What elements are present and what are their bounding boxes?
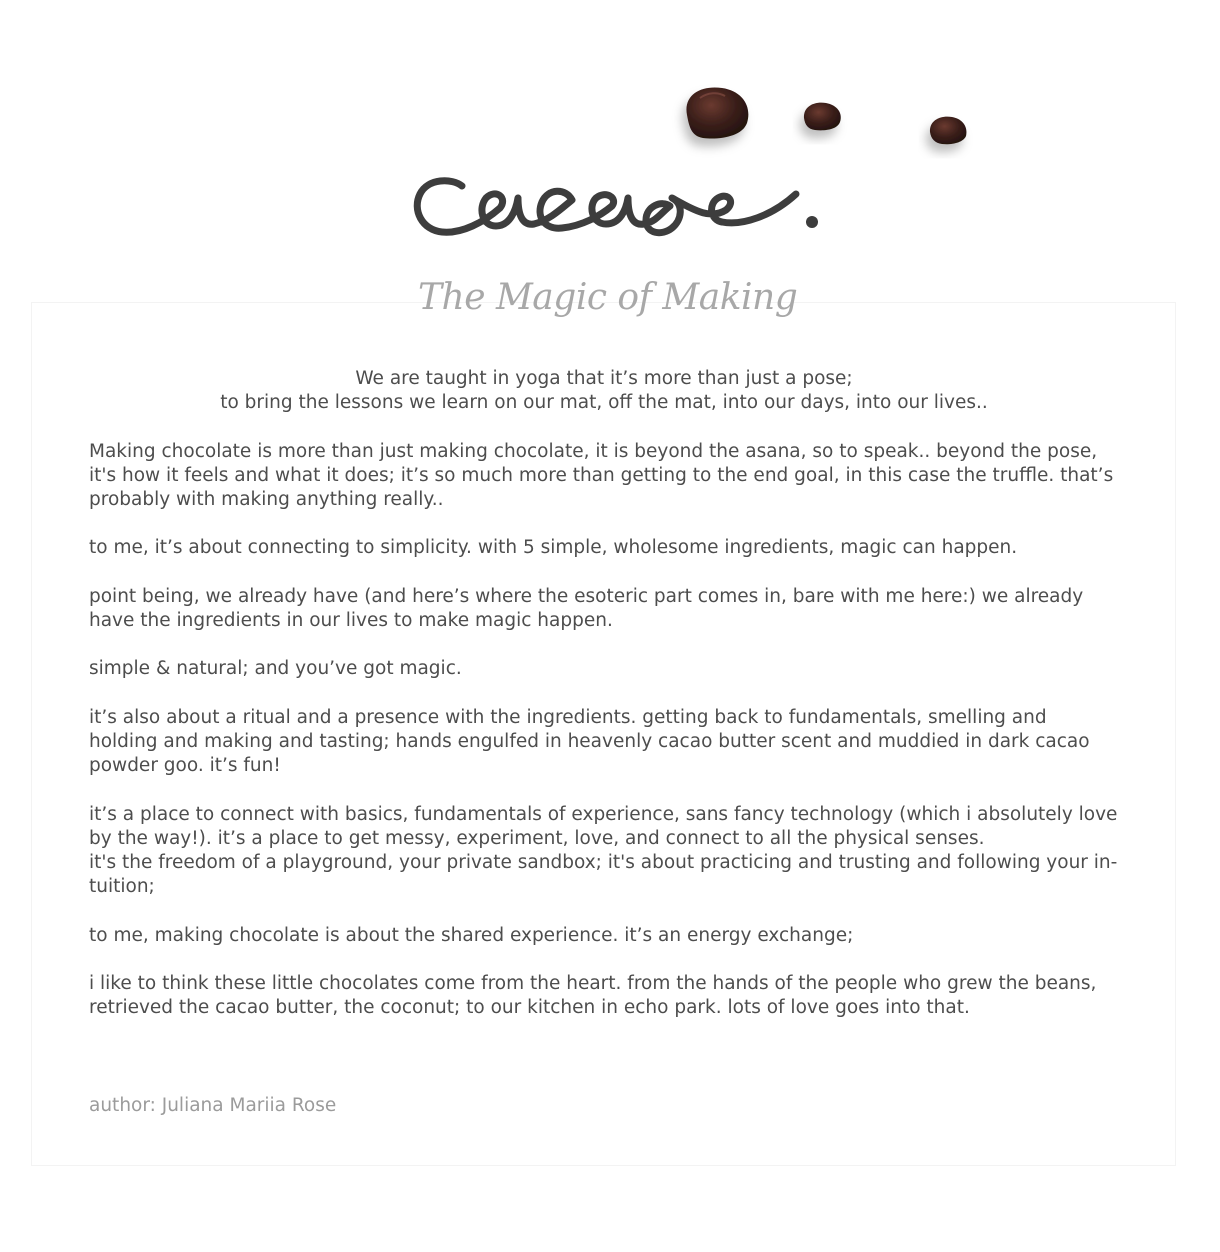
intro-line-1: We are taught in yoga that it’s more than just a pose; bbox=[355, 368, 853, 389]
logo-dot bbox=[806, 216, 818, 228]
chocolate-drop-large-icon bbox=[686, 87, 748, 138]
paragraph-ritual: it’s also about a ritual and a presence with the ingredients. getting back to fundamentals, smelling and holding and making and tasting; hands engulfed in heavenly cacao butter scent and muddied in dark cacao powder goo. it’s fun! bbox=[89, 706, 1090, 777]
intro-paragraph bbox=[89, 367, 1119, 415]
chocolate-drop-small-icon bbox=[930, 117, 966, 145]
paragraph-making-chocolate: Making chocolate is more than just making chocolate, it is beyond the asana, so to speak.. beyond the pose, it's how it feels and what it does; it’s so much more than getting to the end goal, in this case the truffle. that’s probably with making anything really.. bbox=[89, 440, 1114, 510]
article-author: author: Juliana Mariia Rose bbox=[89, 1095, 337, 1116]
paragraph-playground-line: it's the freedom of a playground, your private sandbox; it's about practicing and trusting and following your in-tuition; bbox=[89, 851, 1118, 898]
paragraph-basics-line: it’s a place to connect with basics, fundamentals of experience, sans fancy technology (which i absolutely love by the way!). it’s a place to get messy, experiment, love, and connect to all the physical senses. bbox=[89, 803, 1118, 849]
paragraph-ingredients: point being, we already have (and here’s where the esoteric part comes in, bare with me here:) we already have the ingredients in our lives to make magic happen. bbox=[89, 585, 1084, 631]
paragraph-simple-natural: simple & natural; and you’ve got magic. bbox=[89, 658, 462, 680]
cacao-script-text bbox=[417, 181, 796, 233]
paragraph-basics bbox=[89, 803, 1119, 900]
intro-line-2: to bring the lessons we learn on our mat, off the mat, into our days, into our lives.. bbox=[220, 392, 988, 414]
paragraph-shared-experience: to me, making chocolate is about the shared experience. it’s an energy exchange; bbox=[89, 924, 854, 946]
paragraph-simplicity: to me, it’s about connecting to simplicity. with 5 simple, wholesome ingredients, magic can happen. bbox=[89, 537, 1018, 559]
cacao-logo bbox=[400, 70, 1000, 250]
chocolate-drop-medium-icon bbox=[804, 103, 841, 131]
page-subtitle: The Magic of Making bbox=[418, 277, 798, 318]
paragraph-heart: i like to think these little chocolates come from the heart. from the hands of the people who grew the beans, retrieved the cacao butter, the coconut; to our kitchen in echo park. lots of love goes into that. bbox=[89, 972, 1097, 1019]
article-body bbox=[89, 367, 1119, 1045]
